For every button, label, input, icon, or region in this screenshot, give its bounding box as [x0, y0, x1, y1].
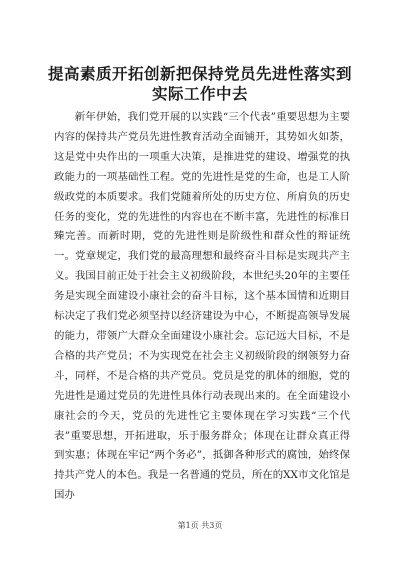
document-title: 提高素质开拓创新把保持党员先进性落实到实际工作中去 [47, 64, 352, 103]
page-number-label: 第1页 共3页 [177, 521, 223, 530]
page-footer [0, 521, 400, 531]
body-paragraph: 新年伊始，我们党开展的以实践“三个代表”重要思想为主要内容的保持共产党员先进性教育活动全面铺开，其势如火如荼，这是党中央作出的一项重大决策，是推进党的建设、增强党的执政能力的一项基础性工程。党的先进性是党的生命，也是工人阶级政党的本质要求。我们党随着所处的历史方位、所肩负的历史任务的变化，党的先进性的内容也在不断丰富，先进性的标准日臻完善。而新时期，党的先进性则是阶级性和群众性的辩证统一。党章规定，我们党的最高理想和最终奋斗目标是实现共产主义。我国目前正处于社会主义初级阶段，本世纪头20年的主要任务是实现全面建设小康社会的奋斗目标，这个基本国情和近期目标决定了我们党必须坚持以经济建设为中心，不断提高领导发展的能力，带领广大群众全面建设小康社会。忘记远大目标，不是合格的共产党员；不为实现党在社会主义初级阶段的纲领努力奋斗，同样，不是合格的共产党员。党员是党的肌体的细胞，党的先进性是通过党员的先进性具体行动表现出来的。在全面建设小康社会的今天，党员的先进性它主要体现在学习实践“三个代表”重要思想，开拓进取，乐于服务群众；体现在让群众真正得到实惠；体现在牢记“两个务必”，抵御各种形式的腐蚀，始终保持共产党人的本色。我是一名普通的党员，所在的XX市文化馆是国办 [54, 111, 350, 502]
